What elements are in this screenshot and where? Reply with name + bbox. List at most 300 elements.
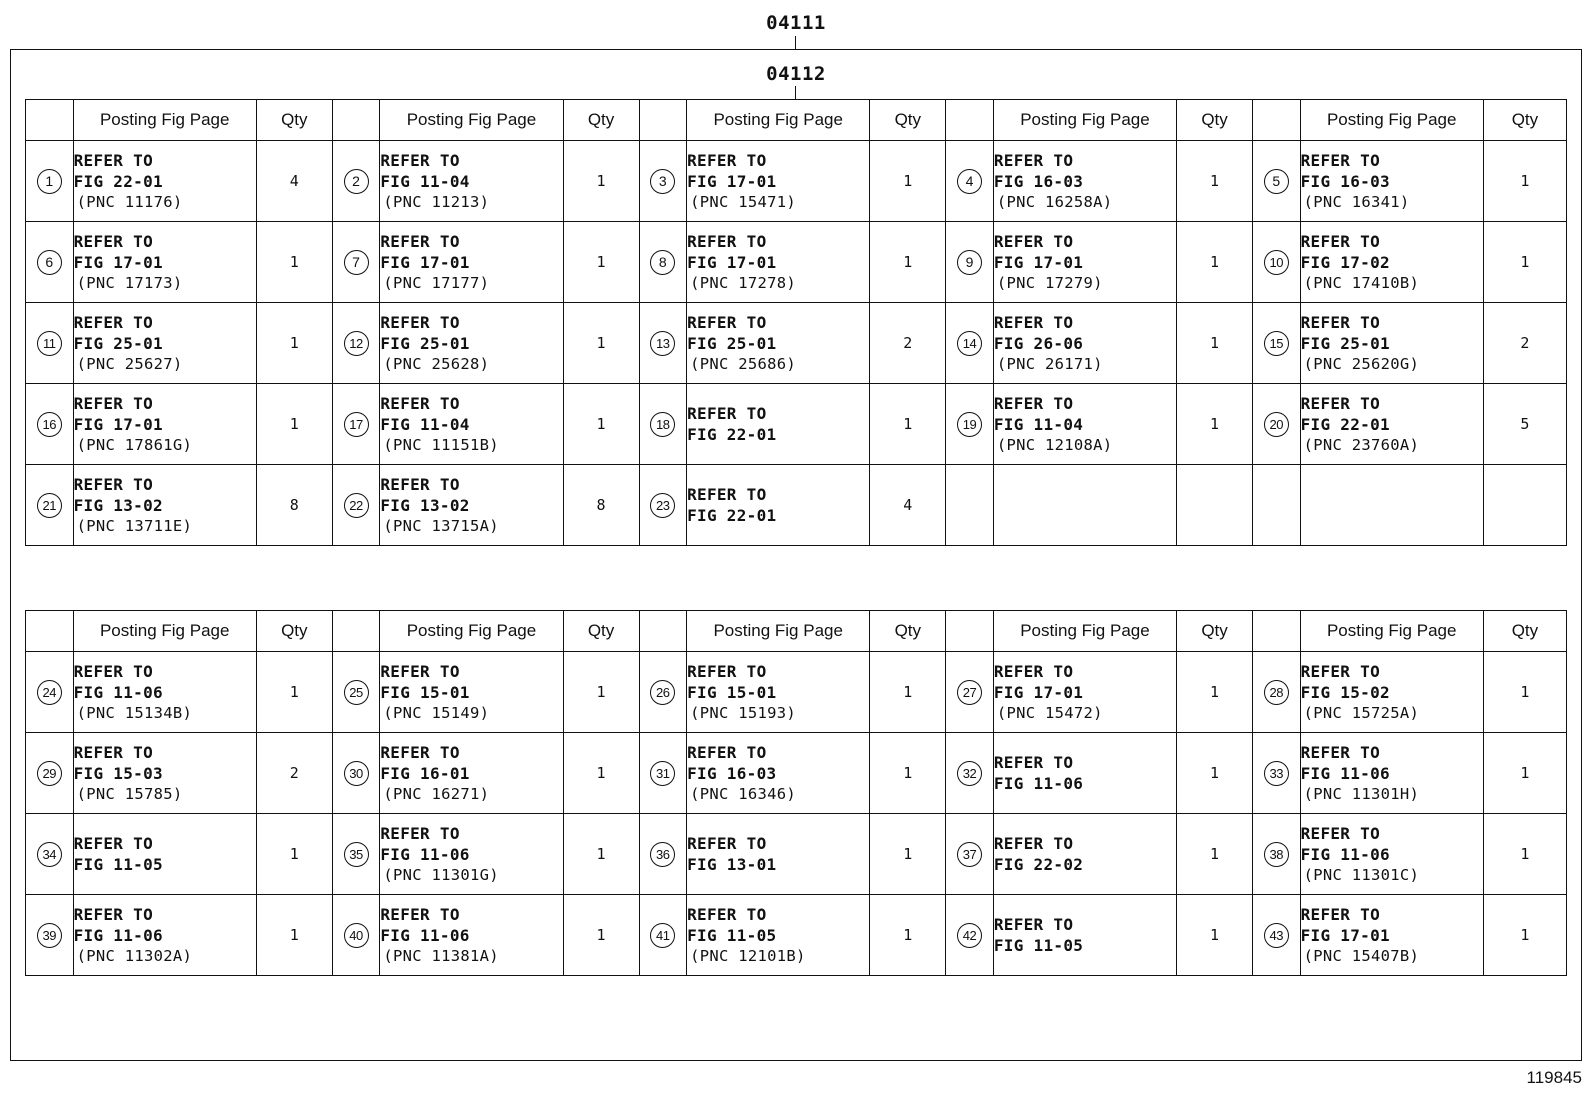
- pnc-reference: (PNC 17861G): [76, 435, 193, 454]
- refer-to-text: REFER TO: [687, 404, 767, 423]
- qty-value: 1: [870, 652, 946, 733]
- callout-number-cell: [946, 303, 994, 384]
- callout-number-cell: [639, 141, 687, 222]
- qty-value: 1: [563, 303, 639, 384]
- posting-fig-page-cell: [73, 384, 256, 465]
- fig-reference: FIG 15-01: [380, 682, 470, 702]
- refer-to-text: REFER TO: [1300, 393, 1381, 413]
- callout-number: 18: [650, 412, 675, 437]
- posting-fig-page-cell: [993, 141, 1176, 222]
- qty-value: 8: [256, 465, 332, 546]
- refer-to-text: REFER TO: [1300, 312, 1381, 332]
- refer-to-text: REFER TO: [1300, 823, 1381, 843]
- fig-reference: FIG 11-06: [1300, 763, 1390, 783]
- header-posting-fig-page: Posting Fig Page: [687, 611, 870, 652]
- callout-number: 26: [650, 680, 675, 705]
- table-row: [26, 814, 1567, 895]
- qty-value: 1: [870, 814, 946, 895]
- fig-reference: FIG 16-01: [380, 763, 470, 783]
- qty-value: 1: [563, 814, 639, 895]
- callout-number: 31: [650, 761, 675, 786]
- callout-number: 39: [37, 923, 62, 948]
- header-qty: Qty: [870, 611, 946, 652]
- callout-number-cell: [639, 384, 687, 465]
- pnc-reference: (PNC 13715A): [383, 516, 499, 535]
- refer-to-text: REFER TO: [73, 393, 154, 413]
- qty-value: 1: [1177, 652, 1253, 733]
- header-qty: Qty: [256, 611, 332, 652]
- callout-number: 9: [957, 250, 982, 275]
- posting-fig-page-cell: [687, 814, 870, 895]
- fig-reference: FIG 11-06: [380, 844, 470, 864]
- fig-reference: FIG 11-04: [380, 171, 470, 191]
- qty-value: 1: [1483, 652, 1566, 733]
- posting-fig-page-cell: [380, 465, 563, 546]
- header-posting-fig-page: Posting Fig Page: [380, 611, 563, 652]
- pnc-reference: (PNC 17173): [76, 273, 183, 292]
- fig-reference: FIG 15-03: [73, 763, 163, 783]
- fig-reference: FIG 17-01: [1300, 925, 1390, 945]
- fig-reference: FIG 11-05: [993, 936, 1084, 955]
- pnc-reference: (PNC 16271): [383, 784, 490, 803]
- fig-reference: FIG 13-02: [73, 495, 163, 515]
- fig-reference: FIG 11-05: [687, 925, 777, 945]
- callout-number: 24: [37, 680, 62, 705]
- callout-number: 5: [1264, 169, 1289, 194]
- pnc-reference: (PNC 15785): [76, 784, 183, 803]
- callout-number: 17: [344, 412, 369, 437]
- qty-value: 1: [256, 303, 332, 384]
- qty-value: 1: [563, 141, 639, 222]
- pnc-reference: (PNC 11301C): [1303, 865, 1420, 884]
- pnc-reference: (PNC 15149): [383, 703, 490, 722]
- refer-to-text: REFER TO: [687, 661, 767, 681]
- callout-number-cell: [26, 303, 74, 384]
- qty-value: 4: [870, 465, 946, 546]
- refer-to-text: REFER TO: [687, 904, 767, 924]
- fig-reference: FIG 16-03: [993, 171, 1084, 191]
- callout-number: 7: [344, 250, 369, 275]
- callout-number: 19: [957, 412, 982, 437]
- refer-to-text: REFER TO: [993, 393, 1074, 413]
- fig-reference: FIG 25-01: [73, 333, 163, 353]
- refer-to-text: REFER TO: [687, 834, 767, 853]
- callout-number: 16: [37, 412, 62, 437]
- header-qty: Qty: [563, 611, 639, 652]
- qty-value: 1: [1177, 141, 1253, 222]
- pnc-reference: (PNC 23760A): [1303, 435, 1420, 454]
- fig-reference: FIG 25-01: [1300, 333, 1390, 353]
- pnc-reference: (PNC 17278): [690, 273, 797, 292]
- fig-reference: FIG 22-01: [687, 506, 777, 525]
- table-row: [26, 384, 1567, 465]
- refer-to-text: REFER TO: [380, 904, 460, 924]
- refer-to-text: REFER TO: [73, 904, 154, 924]
- qty-value: 1: [1483, 895, 1566, 976]
- qty-value: 4: [256, 141, 332, 222]
- header-qty: Qty: [870, 100, 946, 141]
- callout-number-cell: [639, 652, 687, 733]
- posting-fig-page-cell: [73, 895, 256, 976]
- fig-reference: FIG 15-02: [1300, 682, 1390, 702]
- posting-fig-page-cell: [1300, 222, 1483, 303]
- posting-fig-page-cell: [993, 652, 1176, 733]
- qty-value: [1483, 465, 1566, 546]
- fig-reference: FIG 16-03: [687, 763, 777, 783]
- refer-to-text: REFER TO: [73, 231, 154, 251]
- callout-number: 15: [1264, 331, 1289, 356]
- callout-number: 21: [37, 493, 62, 518]
- callout-number: 28: [1264, 680, 1289, 705]
- fig-reference: FIG 17-01: [687, 171, 777, 191]
- callout-number-cell: [946, 141, 994, 222]
- fig-reference: FIG 22-01: [687, 425, 777, 444]
- header-num-cell: [1253, 100, 1301, 141]
- table-row: [26, 222, 1567, 303]
- fig-reference: FIG 22-01: [73, 171, 163, 191]
- callout-number-cell: [1253, 733, 1301, 814]
- qty-value: 1: [1177, 733, 1253, 814]
- qty-value: 1: [256, 895, 332, 976]
- callout-number-cell: [332, 141, 380, 222]
- callout-number-cell: [332, 222, 380, 303]
- fig-reference: FIG 11-04: [380, 414, 470, 434]
- refer-to-text: REFER TO: [1300, 742, 1381, 762]
- callout-number: 14: [957, 331, 982, 356]
- callout-number: 13: [650, 331, 675, 356]
- table-row: [26, 141, 1567, 222]
- qty-value: 1: [870, 384, 946, 465]
- fig-reference: FIG 17-02: [1300, 252, 1390, 272]
- qty-value: 1: [1483, 814, 1566, 895]
- callout-number-cell: [639, 303, 687, 384]
- header-posting-fig-page: Posting Fig Page: [993, 611, 1176, 652]
- callout-number-cell: [332, 465, 380, 546]
- header-num-cell: [946, 100, 994, 141]
- qty-value: 1: [563, 895, 639, 976]
- qty-value: 1: [1177, 895, 1253, 976]
- table-header-row: [26, 611, 1567, 652]
- posting-fig-page-cell: [380, 814, 563, 895]
- header-num-cell: [26, 100, 74, 141]
- qty-value: 1: [1177, 303, 1253, 384]
- qty-value: 2: [1483, 303, 1566, 384]
- pnc-reference: (PNC 16341): [1303, 192, 1410, 211]
- callout-number: 42: [957, 923, 982, 948]
- refer-to-text: REFER TO: [73, 474, 154, 494]
- refer-to-text: REFER TO: [1300, 231, 1381, 251]
- fig-reference: FIG 13-01: [687, 855, 777, 874]
- posting-fig-page-cell: [73, 814, 256, 895]
- refer-to-text: REFER TO: [993, 834, 1074, 853]
- callout-number-cell: [946, 814, 994, 895]
- pnc-reference: (PNC 15472): [996, 703, 1103, 722]
- qty-value: 1: [563, 733, 639, 814]
- callout-number: 11: [37, 331, 62, 356]
- pnc-reference: (PNC 26171): [996, 354, 1103, 373]
- callout-number: 25: [344, 680, 369, 705]
- callout-number: 36: [650, 842, 675, 867]
- posting-fig-page-cell: [687, 141, 870, 222]
- callout-number-cell: [639, 733, 687, 814]
- callout-number: 2: [344, 169, 369, 194]
- posting-fig-page-cell: [1300, 652, 1483, 733]
- header-posting-fig-page: Posting Fig Page: [1300, 611, 1483, 652]
- qty-value: 1: [870, 222, 946, 303]
- fig-reference: FIG 22-02: [993, 855, 1084, 874]
- pnc-reference: (PNC 15725A): [1303, 703, 1420, 722]
- callout-number-cell: [26, 465, 74, 546]
- pnc-reference: (PNC 15407B): [1303, 946, 1420, 965]
- table-row: [26, 303, 1567, 384]
- pnc-reference: (PNC 17410B): [1303, 273, 1420, 292]
- refer-to-text: REFER TO: [380, 742, 460, 762]
- posting-fig-page-cell: [380, 303, 563, 384]
- fig-reference: FIG 13-02: [380, 495, 470, 515]
- qty-value: 2: [256, 733, 332, 814]
- callout-number-cell: [946, 895, 994, 976]
- refer-to-text: REFER TO: [380, 661, 460, 681]
- reference-table-lower: [25, 610, 1567, 976]
- callout-number: 34: [37, 842, 62, 867]
- posting-fig-page-cell: [687, 303, 870, 384]
- header-posting-fig-page: Posting Fig Page: [380, 100, 563, 141]
- callout-number: 6: [37, 250, 62, 275]
- posting-fig-page-cell: [1300, 465, 1483, 546]
- posting-fig-page-cell: [687, 465, 870, 546]
- callout-number: 12: [344, 331, 369, 356]
- fig-reference: FIG 11-04: [993, 414, 1084, 434]
- refer-to-text: REFER TO: [380, 150, 460, 170]
- qty-value: 1: [563, 384, 639, 465]
- callout-number: 32: [957, 761, 982, 786]
- table-row: [26, 652, 1567, 733]
- posting-fig-page-cell: [73, 652, 256, 733]
- posting-fig-page-cell: [73, 465, 256, 546]
- pnc-reference: (PNC 13711E): [76, 516, 193, 535]
- posting-fig-page-cell: [1300, 303, 1483, 384]
- table-row: [26, 895, 1567, 976]
- qty-value: [1177, 465, 1253, 546]
- posting-fig-page-cell: [380, 652, 563, 733]
- pnc-reference: (PNC 11213): [383, 192, 490, 211]
- pnc-reference: (PNC 11381A): [383, 946, 499, 965]
- fig-reference: FIG 25-01: [687, 333, 777, 353]
- qty-value: 5: [1483, 384, 1566, 465]
- qty-value: 1: [256, 814, 332, 895]
- posting-fig-page-cell: [993, 384, 1176, 465]
- callout-number: 38: [1264, 842, 1289, 867]
- header-posting-fig-page: Posting Fig Page: [993, 100, 1176, 141]
- posting-fig-page-cell: [1300, 733, 1483, 814]
- callout-number: 30: [344, 761, 369, 786]
- callout-number-cell: [332, 814, 380, 895]
- callout-number-cell: [1253, 465, 1301, 546]
- callout-number-cell: [332, 303, 380, 384]
- header-num-cell: [1253, 611, 1301, 652]
- table-row: [26, 733, 1567, 814]
- posting-fig-page-cell: [993, 733, 1176, 814]
- qty-value: 2: [870, 303, 946, 384]
- qty-value: 1: [870, 141, 946, 222]
- header-qty: Qty: [563, 100, 639, 141]
- header-posting-fig-page: Posting Fig Page: [73, 100, 256, 141]
- leader-line-outer: [795, 36, 796, 50]
- qty-value: 1: [1483, 141, 1566, 222]
- posting-fig-page-cell: [993, 895, 1176, 976]
- callout-number: 27: [957, 680, 982, 705]
- header-posting-fig-page: Posting Fig Page: [687, 100, 870, 141]
- callout-number-cell: [946, 222, 994, 303]
- header-qty: Qty: [1483, 611, 1566, 652]
- refer-to-text: REFER TO: [380, 823, 460, 843]
- refer-to-text: REFER TO: [1300, 150, 1381, 170]
- header-num-cell: [26, 611, 74, 652]
- refer-to-text: REFER TO: [687, 485, 767, 504]
- callout-number-cell: [26, 652, 74, 733]
- callout-number: 33: [1264, 761, 1289, 786]
- callout-number: 1: [37, 169, 62, 194]
- fig-reference: FIG 11-06: [993, 774, 1084, 793]
- refer-to-text: REFER TO: [73, 742, 154, 762]
- callout-number: 35: [344, 842, 369, 867]
- posting-fig-page-cell: [687, 652, 870, 733]
- callout-number: 23: [650, 493, 675, 518]
- callout-number-cell: [26, 733, 74, 814]
- refer-to-text: REFER TO: [73, 661, 154, 681]
- callout-number: 43: [1264, 923, 1289, 948]
- pnc-reference: (PNC 15193): [690, 703, 797, 722]
- callout-number-cell: [1253, 141, 1301, 222]
- callout-number-cell: [332, 384, 380, 465]
- pnc-reference: (PNC 12108A): [996, 435, 1113, 454]
- posting-fig-page-cell: [687, 384, 870, 465]
- callout-number: 4: [957, 169, 982, 194]
- qty-value: 1: [256, 652, 332, 733]
- leader-line-inner: [795, 86, 796, 99]
- qty-value: 1: [563, 652, 639, 733]
- fig-reference: FIG 11-06: [380, 925, 470, 945]
- header-num-cell: [332, 100, 380, 141]
- pnc-reference: (PNC 11301H): [1303, 784, 1420, 803]
- posting-fig-page-cell: [73, 222, 256, 303]
- callout-number-cell: [639, 465, 687, 546]
- pnc-reference: (PNC 25627): [76, 354, 183, 373]
- qty-value: 1: [1483, 222, 1566, 303]
- refer-to-text: REFER TO: [380, 312, 460, 332]
- callout-number-cell: [946, 384, 994, 465]
- callout-number-cell: [639, 814, 687, 895]
- posting-fig-page-cell: [73, 303, 256, 384]
- header-num-cell: [946, 611, 994, 652]
- qty-value: 1: [256, 222, 332, 303]
- header-posting-fig-page: Posting Fig Page: [73, 611, 256, 652]
- callout-number-cell: [1253, 814, 1301, 895]
- callout-number: 37: [957, 842, 982, 867]
- refer-to-text: REFER TO: [73, 312, 154, 332]
- callout-number-cell: [26, 814, 74, 895]
- refer-to-text: REFER TO: [993, 312, 1074, 332]
- qty-value: 1: [256, 384, 332, 465]
- fig-reference: FIG 11-06: [1300, 844, 1390, 864]
- posting-fig-page-cell: [380, 895, 563, 976]
- header-num-cell: [639, 100, 687, 141]
- refer-to-text: REFER TO: [380, 474, 460, 494]
- posting-fig-page-cell: [687, 895, 870, 976]
- fig-reference: FIG 17-01: [687, 252, 777, 272]
- header-num-cell: [639, 611, 687, 652]
- qty-value: 1: [1177, 384, 1253, 465]
- qty-value: 1: [563, 222, 639, 303]
- qty-value: 8: [563, 465, 639, 546]
- posting-fig-page-cell: [993, 814, 1176, 895]
- posting-fig-page-cell: [73, 733, 256, 814]
- table-header-row: [26, 100, 1567, 141]
- refer-to-text: REFER TO: [687, 312, 767, 332]
- qty-value: 1: [870, 733, 946, 814]
- pnc-reference: (PNC 17177): [383, 273, 490, 292]
- callout-number-cell: [332, 733, 380, 814]
- posting-fig-page-cell: [1300, 814, 1483, 895]
- refer-to-text: REFER TO: [993, 231, 1074, 251]
- pnc-reference: (PNC 11151B): [383, 435, 499, 454]
- callout-number: 10: [1264, 250, 1289, 275]
- posting-fig-page-cell: [993, 465, 1176, 546]
- pnc-reference: (PNC 11176): [76, 192, 183, 211]
- refer-to-text: REFER TO: [687, 150, 767, 170]
- callout-number-cell: [946, 465, 994, 546]
- posting-fig-page-cell: [1300, 141, 1483, 222]
- callout-number: 41: [650, 923, 675, 948]
- refer-to-text: REFER TO: [380, 231, 460, 251]
- header-num-cell: [332, 611, 380, 652]
- pnc-reference: (PNC 17279): [996, 273, 1103, 292]
- callout-number-cell: [1253, 652, 1301, 733]
- callout-number-cell: [26, 222, 74, 303]
- fig-reference: FIG 15-01: [687, 682, 777, 702]
- fig-reference: FIG 17-01: [380, 252, 470, 272]
- refer-to-text: REFER TO: [993, 753, 1074, 772]
- pnc-reference: (PNC 15134B): [76, 703, 193, 722]
- callout-number-cell: [1253, 895, 1301, 976]
- refer-to-text: REFER TO: [687, 742, 767, 762]
- callout-number-cell: [332, 652, 380, 733]
- pnc-reference: (PNC 25686): [690, 354, 797, 373]
- posting-fig-page-cell: [380, 733, 563, 814]
- assembly-label-outer: 04111: [766, 12, 826, 34]
- fig-reference: FIG 25-01: [380, 333, 470, 353]
- header-qty: Qty: [1177, 100, 1253, 141]
- fig-reference: FIG 11-06: [73, 682, 163, 702]
- refer-to-text: REFER TO: [993, 150, 1074, 170]
- posting-fig-page-cell: [687, 222, 870, 303]
- callout-number-cell: [26, 895, 74, 976]
- fig-reference: FIG 16-03: [1300, 171, 1390, 191]
- callout-number: 3: [650, 169, 675, 194]
- header-qty: Qty: [256, 100, 332, 141]
- fig-reference: FIG 22-01: [1300, 414, 1390, 434]
- refer-to-text: REFER TO: [73, 150, 154, 170]
- qty-value: 1: [1483, 733, 1566, 814]
- fig-reference: FIG 17-01: [73, 252, 163, 272]
- header-posting-fig-page: Posting Fig Page: [1300, 100, 1483, 141]
- callout-number-cell: [639, 222, 687, 303]
- posting-fig-page-cell: [1300, 384, 1483, 465]
- refer-to-text: REFER TO: [73, 834, 154, 853]
- assembly-label-inner: 04112: [766, 63, 826, 85]
- fig-reference: FIG 17-01: [993, 682, 1084, 702]
- posting-fig-page-cell: [687, 733, 870, 814]
